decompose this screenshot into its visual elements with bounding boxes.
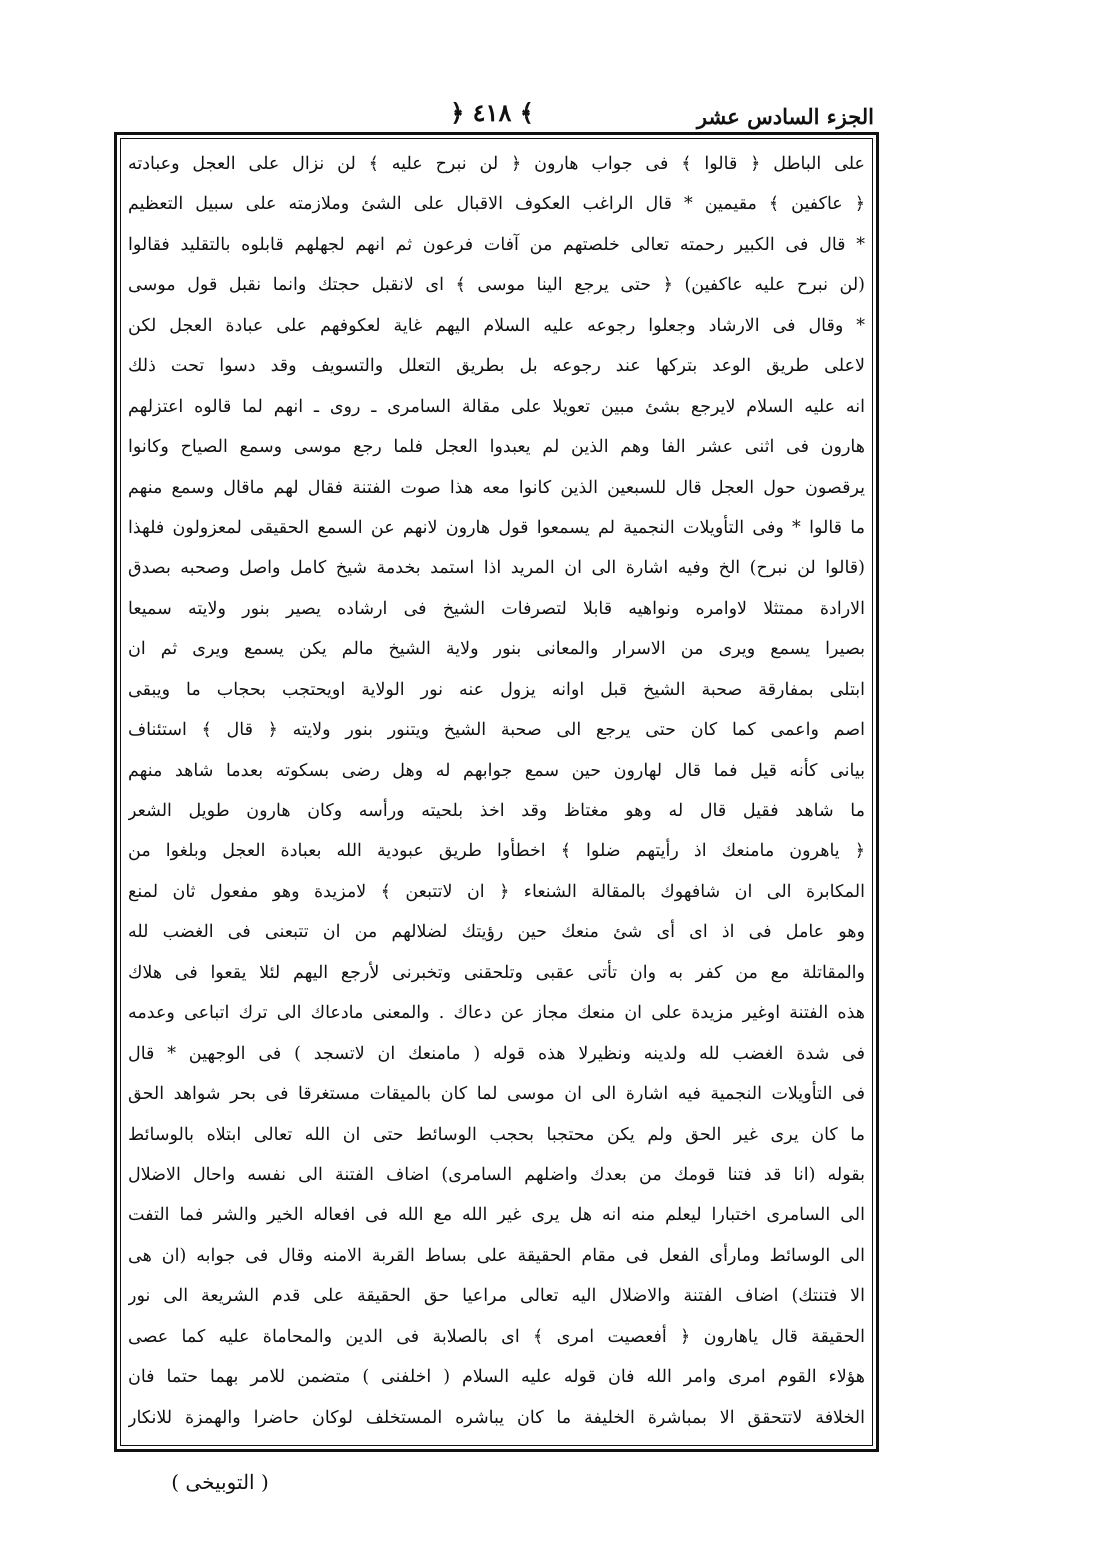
text-line-18: ﴿ ياهرون مامنعك اذ رأيتهم ضلوا ﴾ اخطأوا طريق عبودية الله بعبادة العجل وبلغوا من [128, 841, 865, 862]
text-line-6: لاعلى طريق الوعد بتركها عند رجوعه بل بطريق التعلل والتسويف وقد دسوا تحت ذلك [128, 356, 865, 377]
text-line-8: هارون فى اثنى عشر الفا وهم الذين لم يعبدوا العجل فلما رجع موسى وسمع الصياح وكانوا [128, 437, 865, 458]
text-line-23: فى شدة الغضب لله ولدينه ونظيرلا هذه قوله ( مامنعك ان لاتسجد ) فى الوجهين * قال [128, 1043, 865, 1064]
text-line-13: بصيرا يسمع ويرى من الاسرار والمعانى بنور ولاية الشيخ مالم يكن يسمع ويرى ثم ان [128, 639, 865, 660]
text-line-21: والمقاتلة مع من كفر به وان تأتى عقبى وتلحقنى وتخبرنى لأرجع اليهم لئلا يقعوا فى هلاك [128, 962, 865, 983]
text-line-11: (قالوا لن نبرح) الخ وفيه اشارة الى ان المريد اذا استمد بخدمة شيخ كامل واصل وصحبه بصدق [128, 558, 865, 579]
text-line-20: وهو عامل فى اذ اى أى شئ منعك حين رؤيتك لضلالهم من ان تتبعنى فى الغضب لله [128, 922, 865, 943]
main-text [128, 144, 865, 1444]
text-line-22: هذه الفتنة اوغير مزيدة على ان منعك مجاز عن دعاك . والمعنى مادعاك الى ترك اتباعى وعدمه [128, 1003, 865, 1024]
text-line-26: بقوله (انا قد فتنا قومك من بعدك واضلهم السامرى) اضاف الفتنة الى نفسه واحال الاضلال [128, 1164, 865, 1185]
text-line-15: اصم واعمى كما كان حتى يرجع الى صحبة الشيخ ويتنور بنور ولايته ﴿ قال ﴾ استئناف [128, 720, 865, 741]
text-line-5: * وقال فى الارشاد وجعلوا رجوعه عليه السلام اليهم غاية لعكوفهم على عبادة العجل لكن [128, 315, 865, 336]
text-line-10: ما قالوا * وفى التأويلات النجمية لم يسمعوا قول هارون لانهم عن السمع الحقيقى لمعزولون فلهذا [128, 517, 865, 538]
text-line-4: (لن نبرح عليه عاكفين) ﴿ حتى يرجع الينا موسى ﴾ اى لانقبل حجتك وانما نقبل قول موسى [128, 275, 865, 296]
text-line-29: الا فتنتك) اضاف الفتنة والاضلال اليه تعالى مراعيا حق الحقيقة على قدم الشريعة الى نور [128, 1286, 865, 1307]
text-line-30: الحقيقة قال ياهارون ﴿ أفعصيت امرى ﴾ اى بالصلابة فى الدين والمحاماة عليه كما عصى [128, 1326, 865, 1347]
text-line-19: المكابرة الى ان شافهوك بالمقالة الشنعاء ﴿ ان لاتتبعن ﴾ لامزيدة وهو مفعول ثان لمنع [128, 881, 865, 902]
text-line-14: ابتلى بمفارقة صحبة الشيخ قبل اوانه يزول عنه نور الولاية اويحتجب بحجاب ما ويبقى [128, 679, 865, 700]
text-line-28: الى الوسائط ومارأى الفعل فى مقام الحقيقة على بساط القربة الامنه وقال فى جوابه (ان هى [128, 1245, 865, 1266]
text-line-32: الخلافة لاتتحقق الا بمباشرة الخليفة ما كان يباشره المستخلف لوكان حاضرا والهمزة للانكار [128, 1407, 865, 1428]
text-line-7: انه عليه السلام لايرجع بشئ مبين تعويلا على مقالة السامرى ـ روى ـ انهم لما قالوه اعتزلهم [128, 396, 865, 417]
text-line-24: فى التأويلات النجمية فيه اشارة الى ان موسى لما كان بالميقات مستغرقا فى بحر شواهد الحق [128, 1084, 865, 1105]
text-line-3: * قال فى الكبير رحمته تعالى خلصتهم من آفات فرعون ثم انهم لجهلهم قابلوه بالتقليد فقالوا [128, 234, 865, 255]
text-line-25: ما كان يرى غير الحق ولم يكن محتجبا بحجب الوسائط حتى ان الله تعالى ابتلاه بالوسائط [128, 1124, 865, 1145]
part-title: الجزء السادس عشر [696, 104, 874, 129]
text-line-27: الى السامرى اختبارا ليعلم منه انه هل يرى غير الله مع الله فى افعاله الخير والشر فما التفت [128, 1205, 865, 1226]
text-line-1: على الباطل ﴿ قالوا ﴾ فى جواب هارون ﴿ لن نبرح عليه ﴾ لن نزال على العجل وعبادته [128, 154, 865, 174]
catchword: ( التوبيخى ) [171, 1470, 269, 1494]
text-line-17: ما شاهد فقيل قال له وهو مغتاظ وقد اخذ بلحيته ورأسه وكان هارون طويل الشعر [128, 801, 865, 821]
text-line-31: هؤلاء القوم امرى وامر الله فان قوله عليه السلام ( اخلفنى ) متضمن للامر بهما حتما فان [128, 1367, 865, 1388]
text-line-2: ﴿ عاكفين ﴾ مقيمين * قال الراغب العكوف الاقبال على الشئ وملازمته على سبيل التعظيم [128, 194, 865, 215]
page-number: ﴿ ٤١٨ ﴾ [450, 98, 534, 127]
page-header [110, 96, 874, 132]
text-line-9: يرقصون حول العجل قال للسبعين الذين كانوا معه هذا صوت الفتنة فقال لهم ماقال وسمع منهم [128, 477, 865, 498]
text-line-12: الارادة ممتثلا لاوامره ونواهيه قابلا لتصرفات الشيخ فى ارشاده يصير بنور ولايته سميعا [128, 598, 865, 619]
text-line-16: بيانى كأنه قيل فما قال لهارون حين سمع جوابهم له وهل رضى بسكوته بعدما شاهد منهم [128, 760, 865, 781]
